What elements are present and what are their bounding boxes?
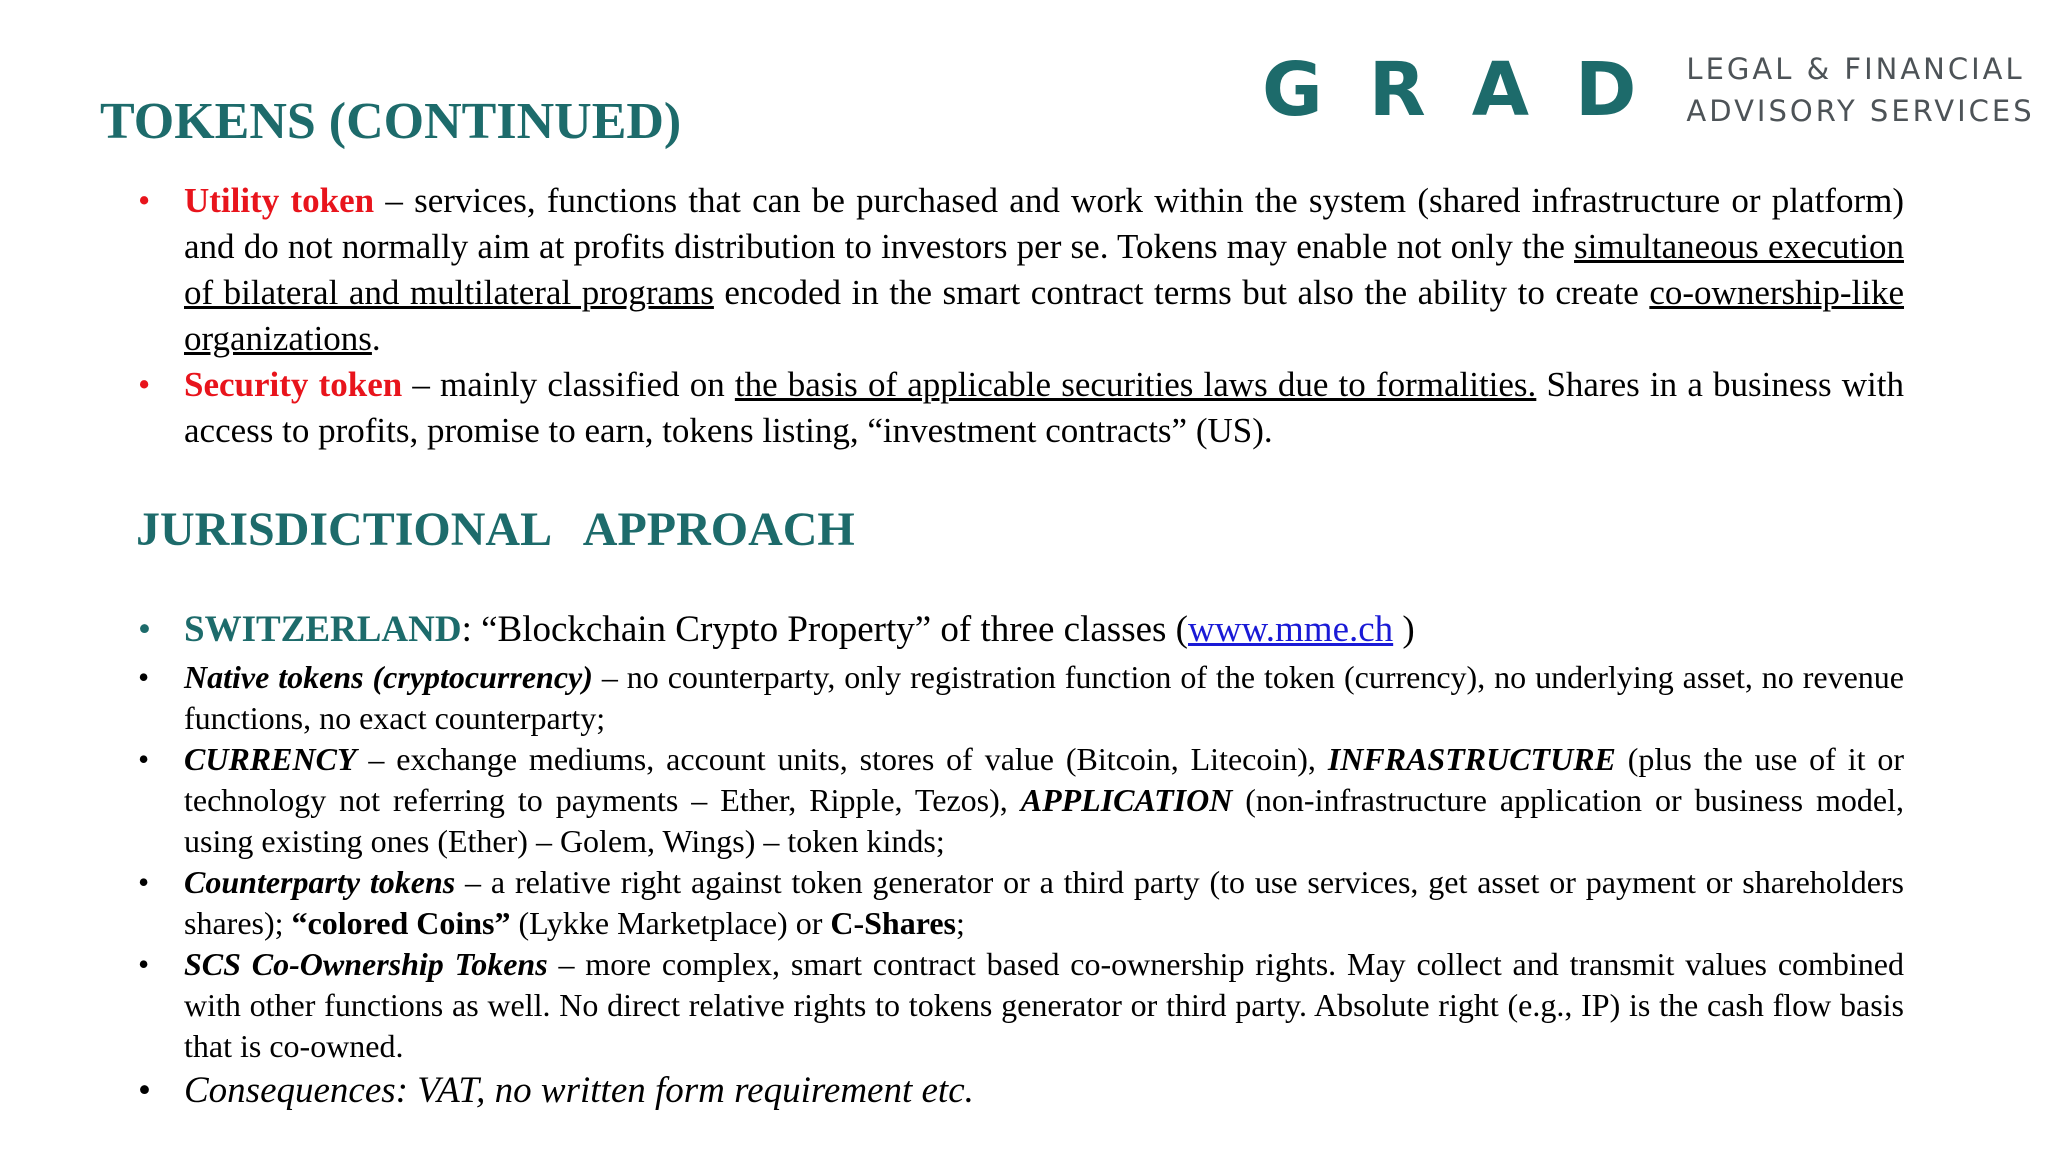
bullet: • xyxy=(138,1070,151,1111)
switzerland-term: SWITZERLAND xyxy=(184,609,462,650)
security-text: Shares in a business with access to profits, promise to earn, tokens listing, “investment contracts” (US). xyxy=(184,365,1905,450)
grad-logo xyxy=(1262,47,2035,133)
infrastructure-term: INFRASTRUCTURE xyxy=(1327,741,1616,777)
currency-text: – exchange mediums, account units, stores of value (Bitcoin, Litecoin), xyxy=(356,741,1328,777)
security-underline-laws: the basis of applicable securities laws due to formalities. xyxy=(734,365,1537,404)
utility-underline-programs: simultaneous execution of bilateral and multilateral programs xyxy=(184,227,1904,312)
colored-coins-term: “colored Coins” xyxy=(291,905,511,941)
bullet: • xyxy=(138,181,151,220)
bullet: • xyxy=(138,741,150,777)
utility-text: encoded in the smart contract terms but also the ability to create xyxy=(713,273,1650,312)
native-tokens-term: Native tokens (cryptocurrency) xyxy=(184,659,593,695)
bullet: • xyxy=(138,365,151,404)
security-token-term: Security token xyxy=(184,365,403,404)
application-term: APPLICATION xyxy=(1020,782,1233,818)
counterparty-text: – a relative right against token generator or a third party (to use services, get asset or payment or shareholders shares); xyxy=(184,864,1905,941)
currency-text: (non-infrastructure application or business model, using existing ones (Ether) – Golem, Wings) – token kinds; xyxy=(184,782,1905,859)
mme-link[interactable]: www.mme.ch xyxy=(1188,609,1394,650)
currency-text: (plus the use of it or technology not referring to payments – Ether, Ripple, Tezos), xyxy=(184,741,1905,818)
list-item-currency xyxy=(0,739,1904,862)
switzerland-text: : “Blockchain Crypto Property” of three classes ( xyxy=(461,609,1188,650)
native-tokens-text: – no counterparty, only registration function of the token (currency), no underlying asset, no revenue functions, no exact counterparty; xyxy=(184,659,1905,736)
c-shares-term: C-Shares xyxy=(830,905,956,941)
list-item-switzerland xyxy=(0,605,1904,655)
scs-tokens-term: SCS Co-Ownership Tokens xyxy=(184,946,548,982)
section-heading-jurisdictional-approach: JURISDICTIONAL APPROACH xyxy=(136,503,855,556)
counterparty-text: ; xyxy=(955,905,965,941)
utility-text: – services, functions that can be purchased and work within the system (shared infrastructure or platform) and do not normally aim at profits distribution to investors per se. Tokens may enable not only the xyxy=(184,181,1904,266)
consequences-text: Consequences: VAT, no written form requirement etc. xyxy=(184,1070,974,1111)
utility-underline-organizations: co-ownership-like organizations xyxy=(184,273,1904,358)
bullet: • xyxy=(138,864,150,900)
page-title: TOKENS (CONTINUED) xyxy=(100,93,682,150)
jurisdiction-list xyxy=(0,605,2048,1115)
list-item-utility-token xyxy=(0,178,1904,362)
utility-token-term: Utility token xyxy=(184,181,375,220)
logo-tagline-line2: ADVISORY SERVICES xyxy=(1686,94,2035,128)
list-item-counterparty-tokens xyxy=(0,862,1904,944)
scs-text: – more complex, smart contract based co-ownership rights. May collect and transmit values combined with other functions as well. No direct relative rights to tokens generator or third party. Absolute right (e.g., IP) is the cash flow basis that is co-owned. xyxy=(184,946,1904,1064)
logo-tagline xyxy=(1686,48,2034,132)
bullet: • xyxy=(138,659,150,695)
token-types-list xyxy=(0,178,2048,454)
counterparty-text: (Lykke Marketplace) or xyxy=(510,905,831,941)
bullet: • xyxy=(138,946,150,982)
security-text: – mainly classified on xyxy=(402,365,735,404)
counterparty-tokens-term: Counterparty tokens xyxy=(184,864,456,900)
utility-text: . xyxy=(371,319,381,358)
list-item-consequences xyxy=(0,1067,1904,1115)
list-item-native-tokens xyxy=(0,657,1904,739)
list-item-security-token xyxy=(0,362,1904,454)
list-item-scs-tokens xyxy=(0,944,1904,1067)
logo-wordmark: GRAD xyxy=(1262,47,1683,133)
currency-term: CURRENCY xyxy=(184,741,357,777)
logo-tagline-line1: LEGAL & FINANCIAL xyxy=(1686,52,2025,86)
switzerland-text: ) xyxy=(1393,609,1415,650)
bullet: • xyxy=(138,609,151,650)
